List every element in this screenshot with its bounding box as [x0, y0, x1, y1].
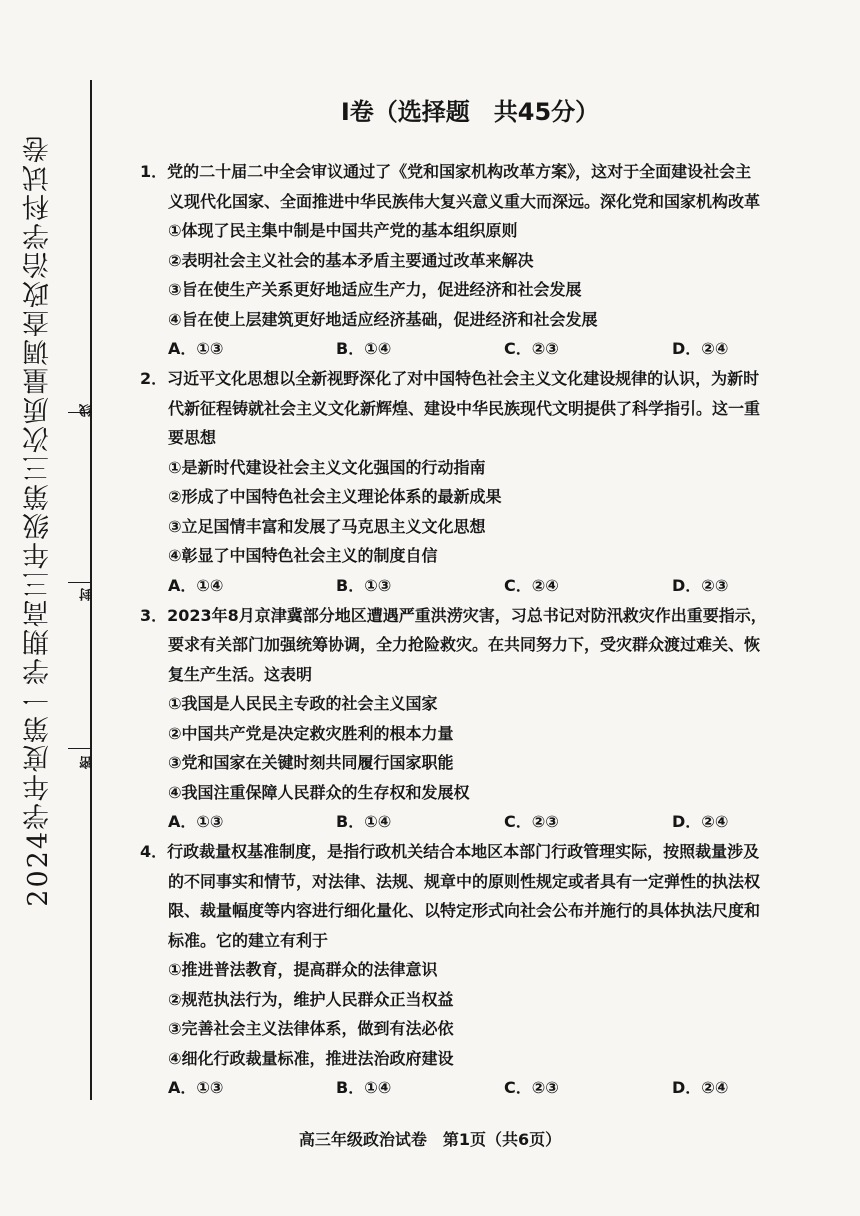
- question-stem-line: 要思想: [168, 428, 217, 447]
- section-title: I卷（选择题 共45分）: [340, 98, 600, 126]
- question-stem-line: 1．党的二十届二中全会审议通过了《党和国家机构改革方案》，这对于全面建设社会主: [140, 162, 752, 181]
- choice-c: C．②③: [504, 339, 559, 358]
- question-3: [140, 601, 820, 838]
- question-statement: ④旨在使上层建筑更好地适应经济基础，促进经济和社会发展: [168, 309, 598, 329]
- choice-b: B．①④: [336, 812, 392, 831]
- question-statement: ②表明社会主义社会的基本矛盾主要通过改革来解决: [168, 250, 534, 270]
- question-stem-line: 2．习近平文化思想以全新视野深化了对中国特色社会主义文化建设规律的认识，为新时: [140, 369, 760, 388]
- choice-b: B．①④: [336, 1078, 392, 1097]
- choice-a: A．①③: [168, 812, 224, 831]
- choice-c: C．②③: [504, 812, 559, 831]
- question-statement: ②规范执法行为，维护人民群众正当权益: [168, 989, 454, 1009]
- question-stem-line: 限、裁量幅度等内容进行细化量化、以特定形式向社会公布并施行的具体执法尺度和: [168, 901, 761, 920]
- answer-choices: [140, 807, 820, 837]
- question-stem-line: 义现代化国家、全面推进中华民族伟大复兴意义重大而深远。深化党和国家机构改革: [168, 191, 761, 211]
- binding-mark-mi: 密: [80, 756, 95, 769]
- question-stem-line: 复生产生活。这表明: [168, 664, 313, 684]
- question-statement: ①体现了民主集中制是中国共产党的基本组织原则: [168, 221, 518, 240]
- question-stem-line: 3．2023年8月京津冀部分地区遭遇严重洪涝灾害，习总书记对防汛救灾作出重要指示，: [140, 605, 767, 625]
- question-2: [140, 364, 820, 601]
- binding-mark-xian: 线: [80, 404, 95, 417]
- question-statement: ①我国是人民民主专政的社会主义国家: [168, 694, 438, 713]
- question-statement: ①推进普法教育，提高群众的法律意识: [168, 960, 438, 979]
- binding-tick: [68, 748, 90, 749]
- question-statement: ④我国注重保障人民群众的生存权和发展权: [168, 782, 470, 802]
- question-stem-line: 4．行政裁量权基准制度，是指行政机关结合本地区本部门行政管理实际，按照裁量涉及: [140, 842, 760, 861]
- answer-choices: [140, 571, 820, 601]
- answer-choices: [140, 1073, 820, 1103]
- question-statement: ③党和国家在关键时刻共同履行国家职能: [168, 753, 454, 772]
- choice-a: A．①④: [168, 575, 224, 595]
- page-footer: 高三年级政治试卷 第1页（共6页）: [298, 1130, 562, 1149]
- answer-choices: [140, 334, 820, 364]
- choice-c: C．②③: [504, 1078, 559, 1097]
- question-stem-line: 的不同事实和情节，对法律、法规、规章中的原则性规定或者具有一定弹性的执法权: [168, 871, 761, 891]
- question-statement: ②形成了中国特色社会主义理论体系的最新成果: [168, 487, 502, 506]
- question-statement: ③完善社会主义法律体系，做到有法必依: [168, 1019, 454, 1038]
- side-exam-title: [16, 133, 60, 907]
- binding-tick: [68, 582, 90, 583]
- choice-d: D．②④: [672, 812, 729, 831]
- question-statement: ④彰显了中国特色社会主义的制度自信: [168, 546, 438, 565]
- binding-mark-feng: 封: [80, 588, 95, 601]
- choice-a: A．①③: [168, 339, 224, 358]
- choice-b: B．①④: [336, 339, 392, 358]
- question-statement: ③旨在使生产关系更好地适应生产力，促进经济和社会发展: [168, 280, 582, 299]
- side-exam-title-text: 2024学年度第一学期高三年级第三次质量调查政治学科试卷: [22, 133, 54, 907]
- choice-d: D．②④: [672, 339, 729, 358]
- choice-b: B．①③: [336, 575, 392, 595]
- question-statement: ④细化行政裁量标准，推进法治政府建设: [168, 1048, 454, 1068]
- question-stem-line: 要求有关部门加强统筹协调，全力抢险救灾。在共同努力下，受灾群众渡过难关、恢: [168, 635, 761, 654]
- question-statement: ①是新时代建设社会主义文化强国的行动指南: [168, 457, 486, 477]
- question-1: [140, 157, 820, 364]
- question-4: [140, 837, 820, 1103]
- question-statement: ③立足国情丰富和发展了马克思主义文化思想: [168, 516, 486, 536]
- choice-d: D．②④: [672, 1078, 729, 1097]
- choice-c: C．②④: [504, 575, 559, 595]
- question-stem-line: 标准。它的建立有利于: [168, 930, 329, 950]
- choice-d: D．②③: [672, 575, 729, 595]
- question-stem-line: 代新征程铸就社会主义文化新辉煌、建设中华民族现代文明提供了科学指引。这一重: [168, 398, 761, 418]
- question-statement: ②中国共产党是决定救灾胜利的根本力量: [168, 723, 454, 743]
- choice-a: A．①③: [168, 1078, 224, 1097]
- question-list: [140, 157, 820, 1103]
